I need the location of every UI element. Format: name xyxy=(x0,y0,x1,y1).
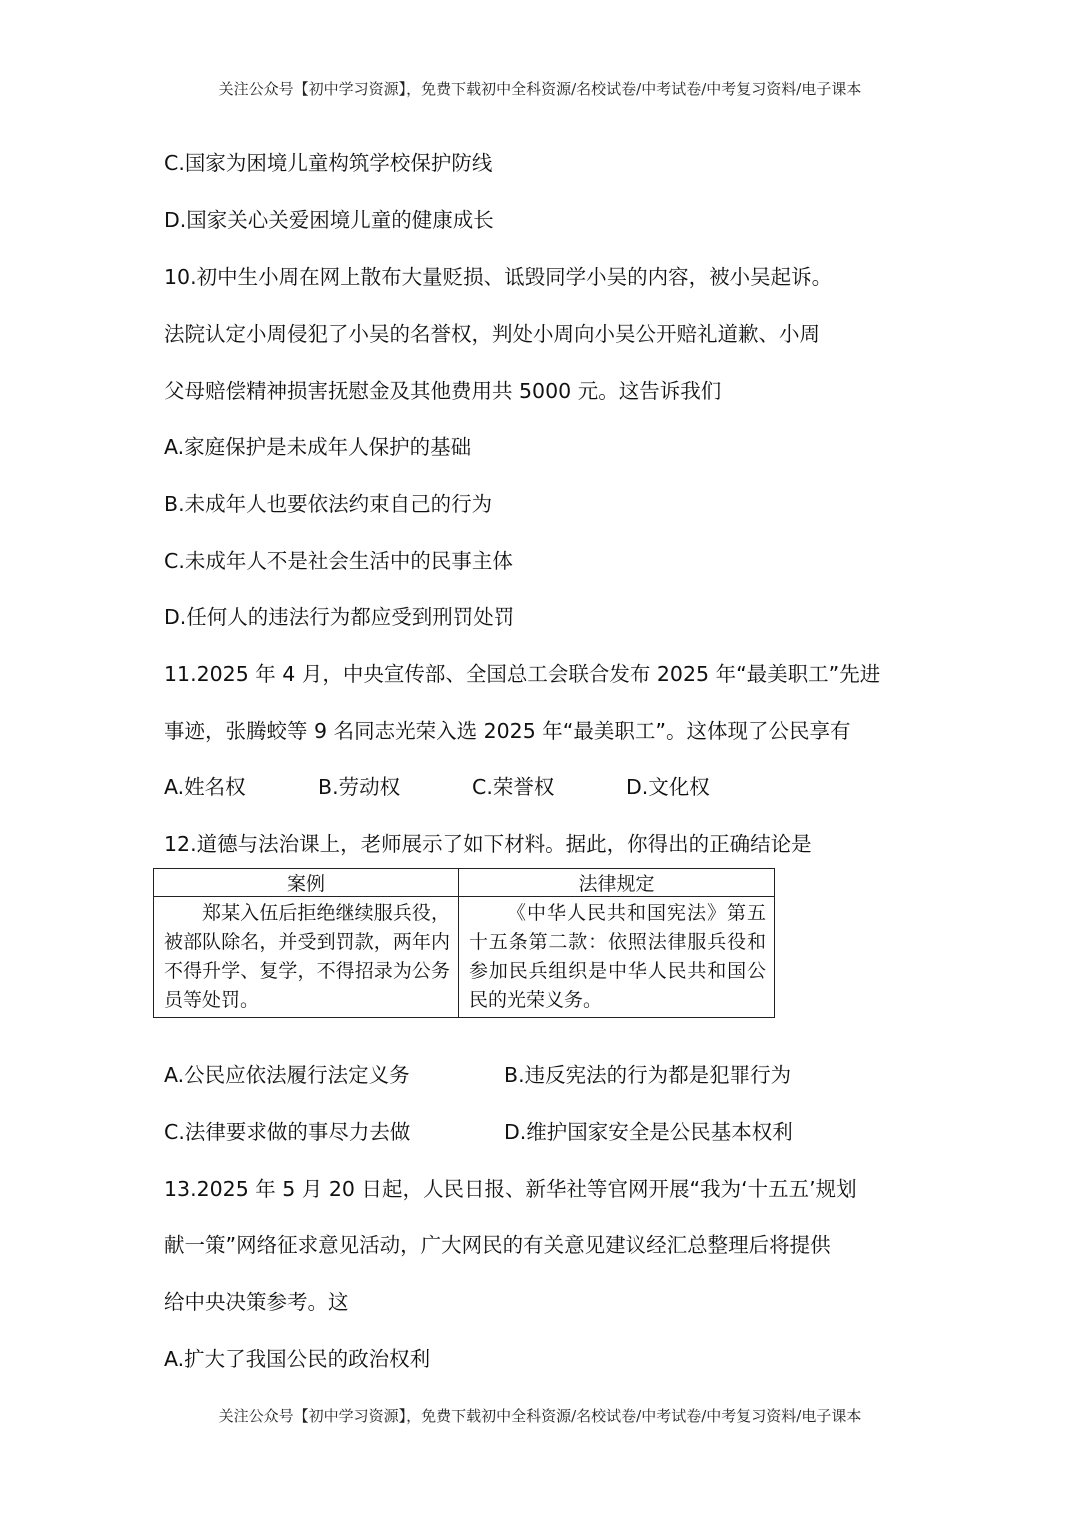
q9-option-d: D.国家关心关爱困境儿童的健康成长 xyxy=(164,208,494,232)
q11-option-a: A.姓名权 xyxy=(164,775,246,799)
q13-option-a: A.扩大了我国公民的政治权利 xyxy=(164,1347,431,1371)
table-header-law: 法律规定 xyxy=(459,869,775,897)
table-header-case: 案例 xyxy=(154,869,459,897)
table-cell-law: 《中华人民共和国宪法》第五十五条第二款：依照法律服兵役和参加民兵组织是中华人民共和国公民的光荣义务。 xyxy=(459,897,775,1018)
q12-options-row-1 xyxy=(164,1058,844,1088)
page-header-note: 关注公众号【初中学习资源】，免费下载初中全科资源/名校试卷/中考试卷/中考复习资料/电子课本 xyxy=(218,80,862,98)
q10-stem-line-2: 法院认定小周侵犯了小吴的名誉权，判处小周向小吴公开赔礼道歉、小周 xyxy=(164,322,820,346)
q10-option-a: A.家庭保护是未成年人保护的基础 xyxy=(164,435,472,459)
q10-option-c: C.未成年人不是社会生活中的民事主体 xyxy=(164,549,513,573)
q13-stem-line-1: 13.2025 年 5 月 20 日起，人民日报、新华社等官网开展“我为‘十五五’规划 xyxy=(164,1177,857,1201)
q11-options xyxy=(164,770,780,800)
q9-option-c: C.国家为困境儿童构筑学校保护防线 xyxy=(164,151,493,175)
q13-stem-line-2: 献一策”网络征求意见活动，广大网民的有关意见建议经汇总整理后将提供 xyxy=(164,1233,831,1257)
case-law-table xyxy=(153,868,775,1018)
q11-option-d: D.文化权 xyxy=(626,775,710,799)
q12-stem: 12.道德与法治课上，老师展示了如下材料。据此，你得出的正确结论是 xyxy=(164,832,812,856)
q11-stem-line-2: 事迹，张腾蛟等 9 名同志光荣入选 2025 年“最美职工”。这体现了公民享有 xyxy=(164,719,851,743)
q11-option-c: C.荣誉权 xyxy=(472,775,555,799)
table-cell-case: 郑某入伍后拒绝继续服兵役，被部队除名，并受到罚款，两年内不得升学、复学，不得招录为公务员等处罚。 xyxy=(154,897,459,1018)
q12-option-d: D.维护国家安全是公民基本权利 xyxy=(504,1120,793,1144)
q10-option-d: D.任何人的违法行为都应受到刑罚处罚 xyxy=(164,605,515,629)
q12-option-c: C.法律要求做的事尽力去做 xyxy=(164,1120,411,1144)
q12-option-b: B.违反宪法的行为都是犯罪行为 xyxy=(504,1063,792,1087)
q10-stem-line-1: 10.初中生小周在网上散布大量贬损、诋毁同学小吴的内容，被小吴起诉。 xyxy=(164,265,833,289)
q11-stem-line-1: 11.2025 年 4 月，中央宣传部、全国总工会联合发布 2025 年“最美职工”先进 xyxy=(164,662,881,686)
q10-option-b: B.未成年人也要依法约束自己的行为 xyxy=(164,492,493,516)
page-footer-note: 关注公众号【初中学习资源】，免费下载初中全科资源/名校试卷/中考试卷/中考复习资料/电子课本 xyxy=(218,1407,862,1425)
q11-option-b: B.劳动权 xyxy=(318,775,401,799)
q13-stem-line-3: 给中央决策参考。这 xyxy=(164,1290,349,1314)
q12-options-row-2 xyxy=(164,1115,844,1145)
q10-stem-line-3: 父母赔偿精神损害抚慰金及其他费用共 5000 元。这告诉我们 xyxy=(164,379,722,403)
q12-option-a: A.公民应依法履行法定义务 xyxy=(164,1063,410,1087)
